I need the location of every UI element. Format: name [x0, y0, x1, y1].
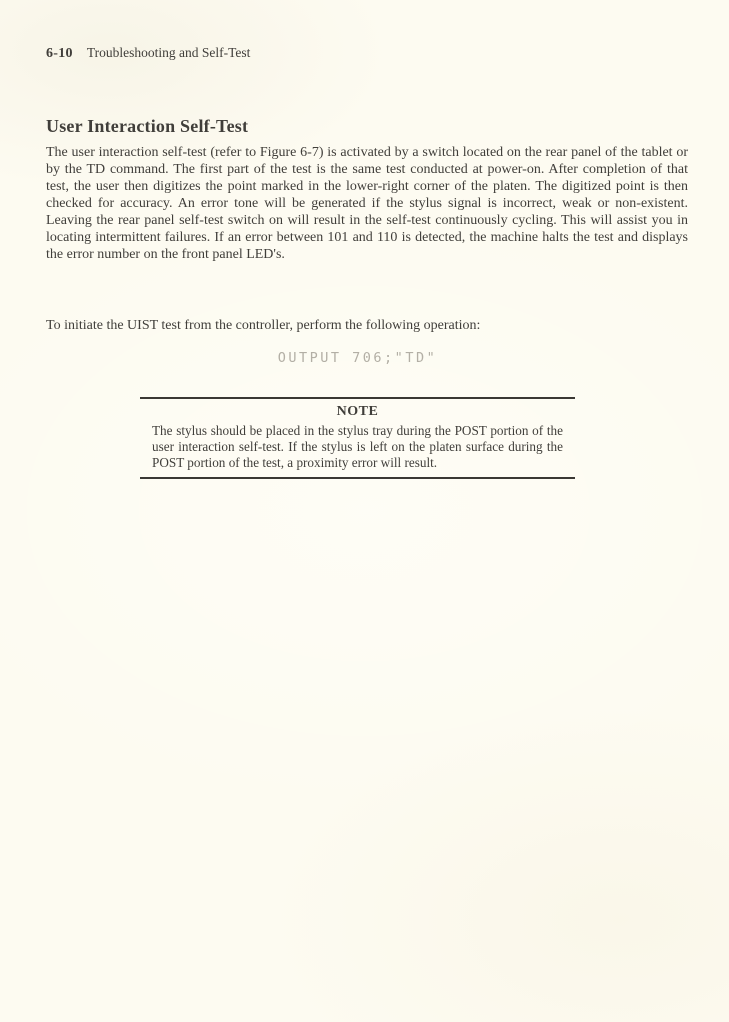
page-number: 6-10 [46, 46, 73, 61]
running-header [46, 45, 688, 62]
controller-command: OUTPUT 706;"TD" [277, 350, 438, 366]
instruction-line: To initiate the UIST test from the controller, perform the following operation: [46, 318, 481, 333]
note-block [140, 397, 575, 479]
section-title: User Interaction Self-Test [46, 116, 249, 136]
chapter-title: Troubleshooting and Self-Test [86, 45, 251, 60]
note-label: NOTE [336, 404, 379, 419]
section-body-paragraph: The user interaction self-test (refer to Figure 6-7) is activated by a switch located on the rear panel of the tablet or by the TD command. The first part of the test is the same test conducted at power-on. After completion of that test, the user then digitizes the point marked in the lower-right corner of the platen. The digitized point is then checked for accuracy. An error tone will be generated if the stylus signal is incorrect, weak or non-existent. Leaving the rear panel self-test switch on will result in the self-test continuously cycling. This will assist you in locating intermittent failures. If an error between 101 and 110 is detected, the machine halts the test and displays the error number on the front panel LED's. [46, 145, 688, 262]
note-text: The stylus should be placed in the stylus tray during the POST portion of the user interaction self-test. If the stylus is left on the platen surface during the POST portion of the test, a proximity error will result. [152, 423, 563, 470]
